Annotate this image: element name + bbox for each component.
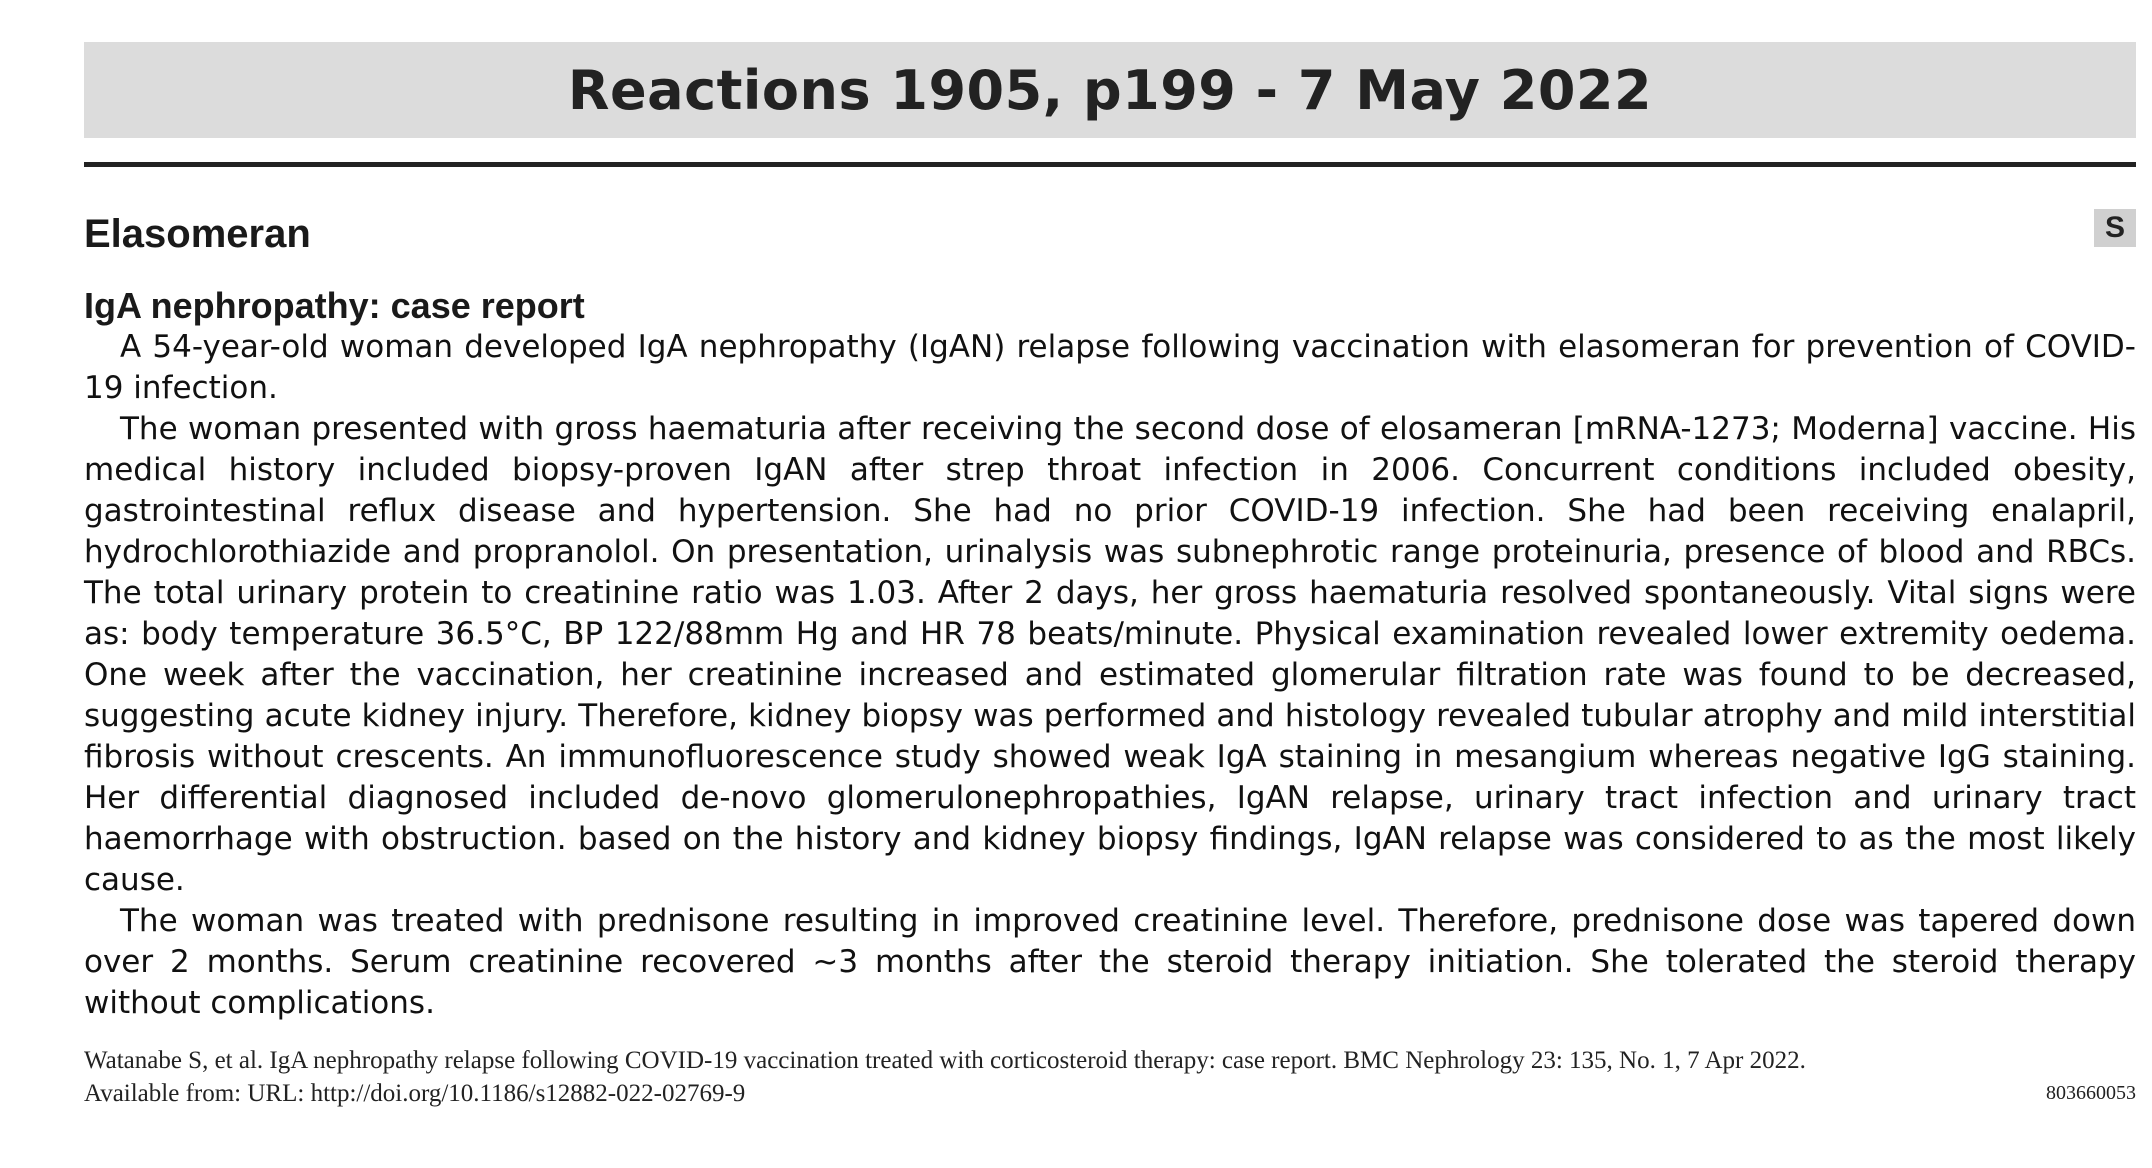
citation-line2 bbox=[84, 1077, 2136, 1110]
citation-reference: Watanabe S, et al. IgA nephropathy relapse following COVID-19 vaccination treated with corticosteroid therapy: case report. BMC Nephrology 23: 135, No. 1, 7 Apr 2022. bbox=[84, 1047, 1806, 1074]
report-title: IgA nephropathy: case report bbox=[84, 285, 585, 326]
paragraph-summary: A 54-year-old woman developed IgA nephropathy (IgAN) relapse following vaccination with elasomeran for prevention of COVID-19 infection. bbox=[84, 329, 2136, 406]
drug-row bbox=[84, 209, 2136, 259]
citation bbox=[84, 1044, 2136, 1110]
paragraph-treatment: The woman was treated with prednisone resulting in improved creatinine level. Therefore, prednisone dose was tapered down over 2 months. Serum creatinine recovered ~3 months after the steroid therapy initiation. She tolerated the steroid therapy without complications. bbox=[84, 903, 2136, 1021]
header-bar bbox=[84, 42, 2136, 138]
document-page bbox=[84, 42, 2136, 1110]
document-id: 803660053 bbox=[2046, 1082, 2136, 1104]
serious-badge: S bbox=[2094, 209, 2136, 247]
header-rule bbox=[84, 162, 2136, 167]
header-title: Reactions 1905, p199 - 7 May 2022 bbox=[567, 58, 1653, 122]
paragraph-case-details: The woman presented with gross haematuria after receiving the second dose of elosameran [mRNA-1273; Moderna] vaccine. His medical history included biopsy-proven IgAN after strep throat infection in 2006. Concurrent conditions included obesity, gastrointestinal reflux disease and hypertension. She had no prior COVID-19 infection. She had been receiving enalapril, hydrochlorothiazide and propranolol. On presentation, urinalysis was subnephrotic range proteinuria, presence of blood and RBCs. The total urinary protein to creatinine ratio was 1.03. After 2 days, her gross haematuria resolved spontaneously. Vital signs were as: body temperature 36.5°C, BP 122/88mm Hg and HR 78 beats/minute. Physical examination revealed lower extremity oedema. One week after the vaccination, her creatinine increased and estimated glomerular filtration rate was found to be decreased, suggesting acute kidney injury. Therefore, kidney biopsy was performed and histology revealed tubular atrophy and mild interstitial fibrosis without crescents. An immunofluorescence study showed weak IgA staining in mesangium whereas negative IgG staining. Her differential diagnosed included de-novo glomerulonephropathies, IgAN relapse, urinary tract infection and urinary tract haemorrhage with obstruction. based on the history and kidney biopsy findings, IgAN relapse was considered to as the most likely cause. bbox=[84, 411, 2136, 898]
drug-name: Elasomeran bbox=[84, 212, 311, 256]
citation-url: Available from: URL: http://doi.org/10.1186/s12882-022-02769-9 bbox=[84, 1080, 746, 1107]
